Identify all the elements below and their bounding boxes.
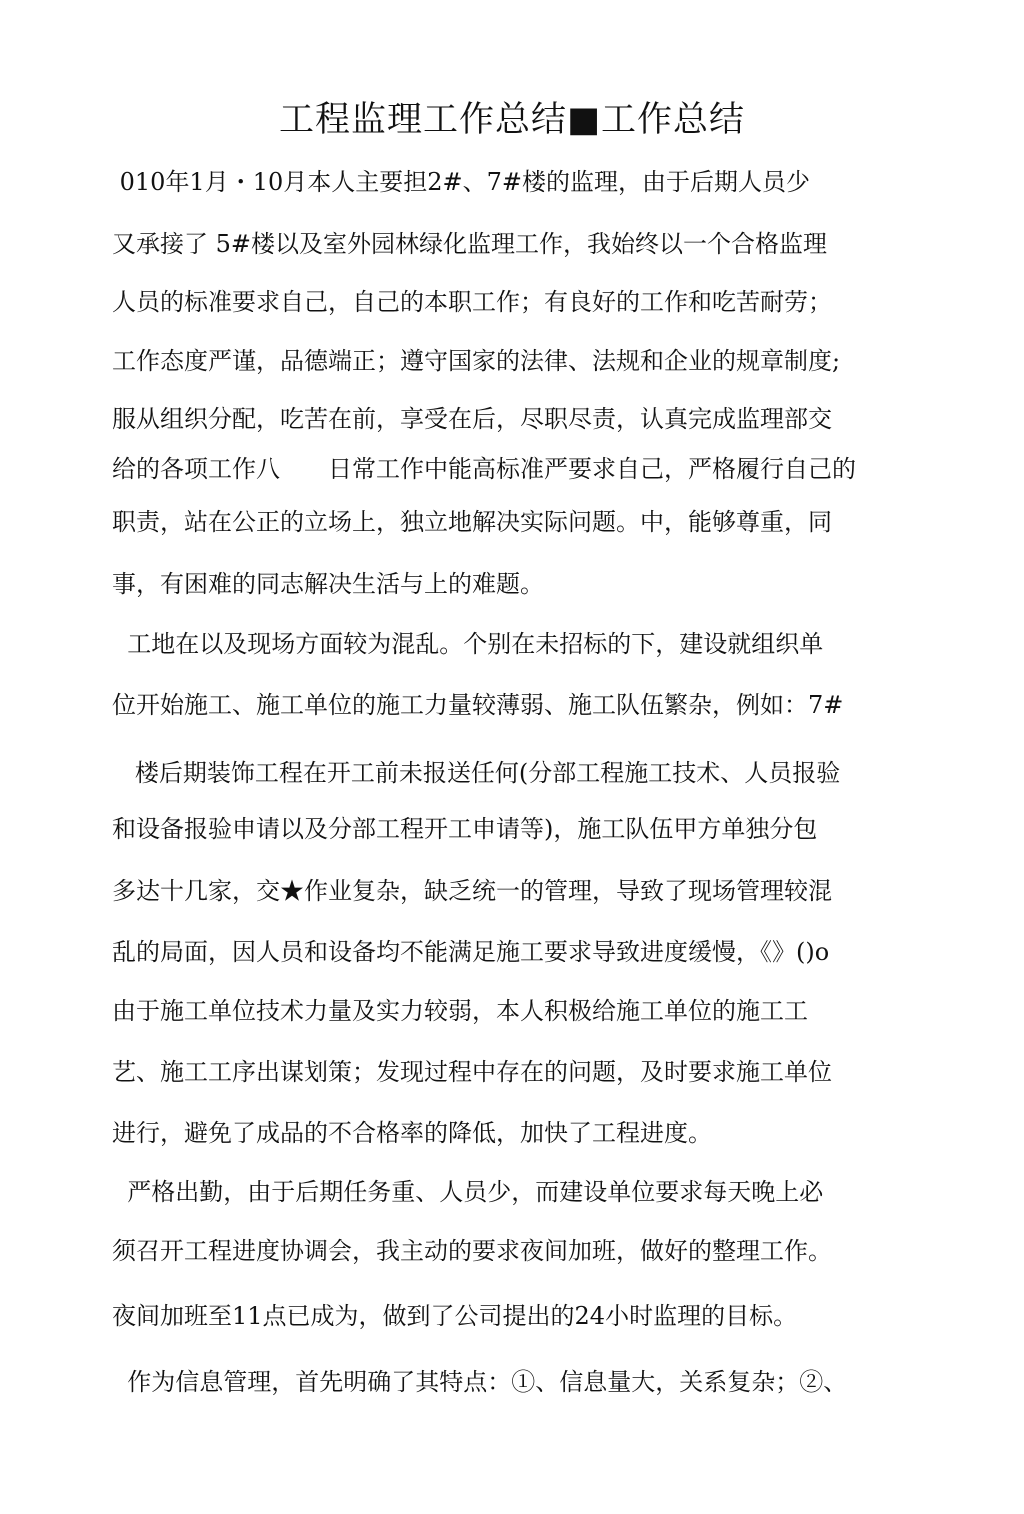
body-line: 事，有困难的同志解决生活与上的难题。 [112,570,544,598]
body-line: 作为信息管理，首先明确了其特点：①、信息量大，关系复杂；②、 [112,1368,848,1396]
body-line: 楼后期装饰工程在开工前未报送任何(分部工程施工技术、人员报验 [112,759,841,787]
body-line: 位开始施工、施工单位的施工力量较薄弱、施工队伍繁杂，例如：7# [112,691,844,719]
body-line: 艺、施工工序出谋划策；发现过程中存在的问题，及时要求施工单位 [112,1058,832,1086]
body-line: 又承接了 5#楼以及室外园林绿化监理工作，我始终以一个合格监理 [112,230,828,258]
document-title: 工程监理工作总结■工作总结 [278,100,746,140]
body-line: 服从组织分配，吃苦在前，享受在后，尽职尽责，认真完成监理部交 [112,405,832,433]
body-line: 人员的标准要求自己，自己的本职工作；有良好的工作和吃苦耐劳； [112,288,832,316]
body-line: 须召开工程进度协调会，我主动的要求夜间加班，做好的整理工作。 [112,1237,832,1265]
body-line: 职责，站在公正的立场上，独立地解决实际问题。中，能够尊重，同 [112,508,832,536]
body-line: 由于施工单位技术力量及实力较弱，本人积极给施工单位的施工工 [112,997,808,1025]
body-line: 工地在以及现场方面较为混乱。个别在未招标的下，建设就组织单 [112,630,824,658]
body-line: 夜间加班至11点已成为，做到了公司提出的24小时监理的目标。 [112,1302,798,1330]
body-line: 严格出勤，由于后期任务重、人员少，而建设单位要求每天晚上必 [112,1178,824,1206]
body-line: 工作态度严谨，品德端正；遵守国家的法律、法规和企业的规章制度; [112,347,841,375]
body-line: 多达十几家，交★作业复杂，缺乏统一的管理，导致了现场管理较混 [112,877,832,905]
body-line: 乱的局面，因人员和设备均不能满足施工要求导致进度缓慢，《》()o [112,938,830,966]
body-line: 给的各项工作八 日常工作中能高标准严要求自己，严格履行自己的 [112,455,856,483]
body-line: 和设备报验申请以及分部工程开工申请等)，施工队伍甲方单独分包 [112,815,818,843]
body-line: 010年1月・10月本人主要担2#、7#楼的监理，由于后期人员少 [112,168,811,196]
body-line: 进行，避免了成品的不合格率的降低，加快了工程进度。 [112,1119,712,1147]
